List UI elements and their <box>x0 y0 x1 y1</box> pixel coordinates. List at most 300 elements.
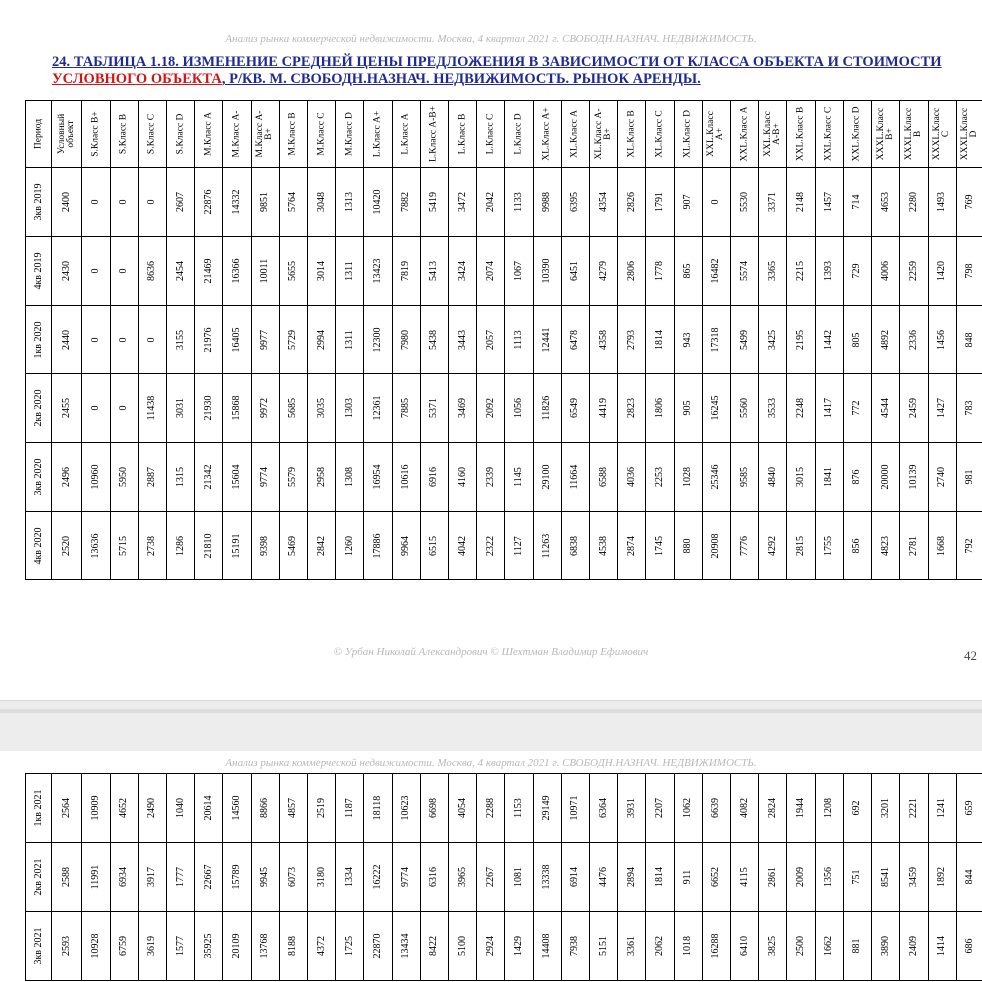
cell-value: 1334 <box>343 867 355 887</box>
header-label: XXL.Класс D <box>851 106 862 162</box>
price-cell <box>195 912 223 981</box>
period-cell <box>26 237 52 306</box>
price-cell <box>928 168 956 237</box>
price-cell <box>787 168 815 237</box>
cell-value: 2336 <box>907 329 919 350</box>
price-cell <box>702 237 730 306</box>
price-cell <box>195 374 223 443</box>
price-cell <box>928 774 956 843</box>
header-label: L.Класс A+ <box>372 110 383 158</box>
price-cell <box>561 237 589 306</box>
cell-value: 4042 <box>456 535 468 556</box>
price-cell <box>843 443 871 512</box>
price-cell <box>392 512 420 580</box>
cell-value: 2248 <box>795 398 807 418</box>
header-cell <box>195 101 223 168</box>
table-row <box>26 774 982 843</box>
cell-value: 16245 <box>710 395 722 421</box>
price-cell <box>138 774 166 843</box>
cell-value: 1018 <box>682 936 694 956</box>
cell-value: 6395 <box>569 192 581 212</box>
price-cell <box>251 168 279 237</box>
price-cell <box>138 237 166 306</box>
cell-value: 2092 <box>484 398 496 418</box>
price-cell <box>223 237 251 306</box>
cell-value: 12441 <box>541 327 553 352</box>
header-cell <box>646 101 674 168</box>
cell-value: 865 <box>682 263 694 279</box>
cell-value: 10971 <box>569 795 581 821</box>
cell-value: 21342 <box>202 464 214 490</box>
price-cell <box>702 306 730 374</box>
cell-value: 10928 <box>90 933 101 959</box>
price-cell <box>900 912 928 981</box>
cell-value: 9851 <box>259 192 271 212</box>
cell-value: 4892 <box>879 329 891 350</box>
header-cell <box>674 101 702 168</box>
cell-value: 29100 <box>541 464 553 490</box>
cell-value: 11263 <box>541 533 553 558</box>
price-cell <box>449 237 477 306</box>
header-label: XXL.Класс B <box>795 106 806 162</box>
cell-value: 2430 <box>60 261 72 281</box>
cell-value: 0 <box>90 337 101 342</box>
price-cell <box>815 443 843 512</box>
cell-value: 0 <box>118 199 130 205</box>
price-cell <box>731 168 759 237</box>
price-cell <box>167 306 195 374</box>
cell-value: 4160 <box>456 467 468 487</box>
price-cell <box>505 512 533 580</box>
cell-value: 5419 <box>428 192 440 212</box>
cell-value: 16366 <box>231 258 243 284</box>
price-cell <box>279 374 307 443</box>
price-cell <box>279 774 307 843</box>
price-cell <box>52 443 82 512</box>
price-cell <box>392 237 420 306</box>
price-cell <box>561 912 589 981</box>
price-cell <box>702 774 730 843</box>
cell-value: 905 <box>682 400 694 416</box>
title-highlight[interactable]: УСЛОВНОГО ОБЪЕКТА <box>52 71 222 87</box>
cell-value: 769 <box>964 194 976 210</box>
price-cell <box>251 443 279 512</box>
period-cell <box>26 374 52 443</box>
cell-value: 1303 <box>343 398 355 418</box>
cell-value: 3015 <box>795 467 807 487</box>
cell-value: 1806 <box>654 398 666 418</box>
price-cell <box>900 306 928 374</box>
cell-value: 0 <box>118 405 130 411</box>
price-cell <box>872 774 900 843</box>
price-cell <box>364 843 392 912</box>
header-label: M.Класс A-B+ <box>255 110 275 158</box>
price-cell <box>223 843 251 912</box>
price-cell <box>618 168 646 237</box>
price-cell <box>477 237 505 306</box>
cell-value: 1311 <box>343 261 355 281</box>
cell-value: 13338 <box>541 864 553 890</box>
price-cell <box>392 774 420 843</box>
header-cell <box>167 101 195 168</box>
cell-value: 8636 <box>146 261 158 281</box>
price-cell <box>646 912 674 981</box>
header-cell <box>82 101 110 168</box>
price-cell <box>336 374 364 443</box>
header-cell <box>872 101 900 168</box>
price-cell <box>138 443 166 512</box>
price-cell <box>110 168 138 237</box>
price-cell <box>843 512 871 580</box>
cell-value: 5655 <box>287 261 299 281</box>
period-cell <box>26 168 52 237</box>
cell-value: 13434 <box>400 933 412 959</box>
cell-value: 1457 <box>823 192 835 212</box>
header-cell <box>956 101 982 168</box>
cell-value: 2490 <box>146 798 158 818</box>
price-cell <box>251 374 279 443</box>
header-cell <box>900 101 928 168</box>
cell-value: 2564 <box>60 798 72 818</box>
price-cell <box>82 912 110 981</box>
cell-value: 9774 <box>259 467 271 487</box>
price-cell <box>167 237 195 306</box>
cell-value: 3кв 2020 <box>32 458 44 496</box>
cell-value: 3048 <box>315 192 327 212</box>
cell-value: 0 <box>118 337 130 342</box>
cell-value: 5499 <box>738 329 750 350</box>
price-cell <box>308 843 336 912</box>
price-cell <box>618 912 646 981</box>
cell-value: 3619 <box>146 936 158 956</box>
price-cell <box>110 374 138 443</box>
cell-value: 4036 <box>625 467 637 487</box>
price-cell <box>279 306 307 374</box>
cell-value: 6698 <box>428 798 440 818</box>
cell-value: 22876 <box>202 189 214 215</box>
price-cell <box>618 306 646 374</box>
price-cell <box>110 912 138 981</box>
price-cell <box>364 912 392 981</box>
price-cell <box>392 912 420 981</box>
price-cell <box>364 168 392 237</box>
price-cell <box>759 237 787 306</box>
price-cell <box>138 512 166 580</box>
header-label: S.Класс C <box>146 113 157 155</box>
price-cell <box>110 237 138 306</box>
price-cell <box>167 774 195 843</box>
cell-value: 2148 <box>795 192 807 212</box>
header-cell <box>787 101 815 168</box>
price-cell <box>138 374 166 443</box>
price-cell <box>533 443 561 512</box>
cell-value: 686 <box>964 938 976 954</box>
price-cell <box>872 237 900 306</box>
cell-value: 3469 <box>456 398 468 418</box>
cell-value: 14560 <box>231 795 243 821</box>
cell-value: 1286 <box>174 535 186 556</box>
cell-value: 15191 <box>231 533 243 558</box>
cell-value: 714 <box>851 194 863 210</box>
cell-value: 2793 <box>625 329 637 350</box>
cell-value: 5950 <box>118 467 130 487</box>
cell-value: 10623 <box>400 795 412 821</box>
price-cell <box>787 306 815 374</box>
cell-value: 4279 <box>597 261 609 281</box>
cell-value: 5530 <box>738 192 750 212</box>
cell-value: 17886 <box>372 533 384 558</box>
header-label: XXL.Класс C <box>823 106 834 162</box>
price-cell <box>787 443 815 512</box>
price-cell <box>956 237 982 306</box>
cell-value: 6410 <box>738 936 750 956</box>
cell-value: 7938 <box>569 936 581 956</box>
price-cell <box>674 912 702 981</box>
price-cell <box>759 774 787 843</box>
period-cell <box>26 443 52 512</box>
price-cell <box>279 843 307 912</box>
price-cell <box>477 443 505 512</box>
header-label: XL.Класс A <box>569 110 580 159</box>
price-cell <box>223 912 251 981</box>
price-cell <box>533 774 561 843</box>
price-cell <box>731 237 759 306</box>
table-row <box>26 443 982 512</box>
price-cell <box>308 912 336 981</box>
cell-value: 2кв 2020 <box>32 389 44 427</box>
price-cell <box>843 774 871 843</box>
cell-value: 2288 <box>484 798 496 818</box>
cell-value: 1393 <box>823 261 835 281</box>
cell-value: 22870 <box>372 933 384 959</box>
cell-value: 21976 <box>202 327 214 352</box>
cell-value: 4372 <box>315 936 327 956</box>
price-cell <box>308 512 336 580</box>
price-cell <box>52 512 82 580</box>
price-cell <box>195 306 223 374</box>
price-cell <box>900 237 928 306</box>
price-cell <box>731 512 759 580</box>
cell-value: 1356 <box>823 867 835 887</box>
price-cell <box>420 237 448 306</box>
price-cell <box>843 912 871 981</box>
cell-value: 1081 <box>513 867 525 887</box>
price-cell <box>336 912 364 981</box>
price-cell <box>787 843 815 912</box>
cell-value: 10420 <box>372 189 384 215</box>
price-cell <box>787 512 815 580</box>
cell-value: 5685 <box>287 398 299 418</box>
cell-value: 2459 <box>907 398 919 418</box>
price-cell <box>336 168 364 237</box>
price-cell <box>449 512 477 580</box>
price-cell <box>815 912 843 981</box>
price-cell <box>167 843 195 912</box>
price-cell <box>787 237 815 306</box>
price-cell <box>477 374 505 443</box>
cell-value: 6588 <box>597 467 609 487</box>
header-cell <box>364 101 392 168</box>
price-cell <box>167 443 195 512</box>
price-cell <box>674 774 702 843</box>
cell-value: 2823 <box>625 398 637 418</box>
cell-value: 1062 <box>682 798 694 818</box>
cell-value: 1153 <box>513 798 525 818</box>
title-part-1[interactable]: ТАБЛИЦА 1.18. ИЗМЕНЕНИЕ СРЕДНЕЙ ЦЕНЫ ПРЕДЛОЖЕНИЯ В ЗАВИСИМОСТИ ОТ КЛАССА ОБЪЕКТА И СТОИМОСТИ <box>73 54 942 70</box>
cell-value: 1145 <box>513 467 525 487</box>
price-cell <box>52 306 82 374</box>
cell-value: 1311 <box>343 329 355 350</box>
price-cell <box>872 168 900 237</box>
cell-value: 3931 <box>625 798 637 818</box>
price-cell <box>590 374 618 443</box>
cell-value: 35925 <box>202 933 214 959</box>
cell-value: 3472 <box>456 192 468 212</box>
period-cell <box>26 774 52 843</box>
price-cell <box>533 306 561 374</box>
header-label: S.Класс D <box>175 113 186 155</box>
price-cell <box>561 168 589 237</box>
price-cell <box>815 774 843 843</box>
price-cell <box>392 374 420 443</box>
title-part-2[interactable]: , Р/КВ. М. СВОБОДН.НАЗНАЧ. НЕДВИЖИМОСТЬ. РЫНОК АРЕНДЫ. <box>221 71 701 87</box>
cell-value: 20109 <box>231 933 243 959</box>
cell-value: 6639 <box>710 798 722 818</box>
price-cell <box>477 512 505 580</box>
cell-value: 4823 <box>879 535 891 556</box>
price-cell <box>420 774 448 843</box>
cell-value: 11991 <box>90 864 101 890</box>
header-label: XXL.Класс A-B+ <box>762 111 782 157</box>
cell-value: 2781 <box>907 535 919 556</box>
document-page-2 <box>0 751 982 982</box>
price-cell <box>872 443 900 512</box>
price-cell <box>731 374 759 443</box>
cell-value: 4кв 2020 <box>32 526 44 565</box>
cell-value: 2074 <box>484 261 496 281</box>
cell-value: 6652 <box>710 867 722 887</box>
cell-value: 1113 <box>513 329 525 350</box>
price-cell <box>646 843 674 912</box>
cell-value: 5469 <box>287 535 299 556</box>
cell-value: 5371 <box>428 398 440 418</box>
price-cell <box>731 912 759 981</box>
price-cell <box>477 912 505 981</box>
cell-value: 2057 <box>484 329 496 350</box>
price-cell <box>336 237 364 306</box>
cell-value: 3кв 2021 <box>32 927 44 965</box>
cell-value: 0 <box>146 199 158 205</box>
cell-value: 4358 <box>597 329 609 350</box>
price-cell <box>364 306 392 374</box>
price-cell <box>731 843 759 912</box>
header-label: Условный объект <box>56 113 76 155</box>
price-cell <box>308 168 336 237</box>
cell-value: 15789 <box>231 864 243 890</box>
cell-value: 17318 <box>710 327 722 352</box>
header-label: L.Класс B <box>457 113 468 155</box>
cell-value: 1кв 2021 <box>32 789 44 827</box>
cell-value: 2259 <box>907 261 919 281</box>
price-cell <box>52 843 82 912</box>
cell-value: 9398 <box>259 535 271 556</box>
cell-value: 3кв 2019 <box>32 183 44 221</box>
cell-value: 2815 <box>795 535 807 556</box>
price-cell <box>364 512 392 580</box>
price-cell <box>223 512 251 580</box>
cell-value: 881 <box>851 938 863 954</box>
cell-value: 2267 <box>484 867 496 887</box>
cell-value: 4006 <box>879 261 891 281</box>
price-cell <box>477 168 505 237</box>
cell-value: 981 <box>964 469 976 485</box>
cell-value: 3459 <box>907 867 919 887</box>
price-cell <box>505 306 533 374</box>
cell-value: 9977 <box>259 329 271 350</box>
price-cell <box>110 443 138 512</box>
price-cell <box>82 306 110 374</box>
cell-value: 911 <box>682 869 694 885</box>
price-cell <box>52 912 82 981</box>
price-cell <box>251 774 279 843</box>
cell-value: 2454 <box>174 261 186 281</box>
header-cell <box>843 101 871 168</box>
price-cell <box>533 843 561 912</box>
price-cell <box>590 237 618 306</box>
price-cell <box>195 843 223 912</box>
cell-value: 2740 <box>936 467 948 487</box>
cell-value: 6478 <box>569 329 581 350</box>
price-cell <box>82 168 110 237</box>
cell-value: 1417 <box>823 398 835 418</box>
cell-value: 659 <box>964 800 976 816</box>
header-label: L.Класс C <box>485 113 496 155</box>
header-cell <box>449 101 477 168</box>
cell-value: 4544 <box>879 398 891 418</box>
price-cell <box>251 512 279 580</box>
period-cell <box>26 912 52 981</box>
cell-value: 25346 <box>710 464 722 490</box>
cell-value: 876 <box>851 469 863 485</box>
cell-value: 6914 <box>569 867 581 887</box>
price-cell <box>843 843 871 912</box>
cell-value: 2861 <box>766 867 778 887</box>
price-cell <box>420 912 448 981</box>
price-cell <box>590 774 618 843</box>
price-cell <box>787 774 815 843</box>
header-label: M.Класс A <box>203 112 214 156</box>
header-label: S.Класс B+ <box>90 111 101 157</box>
cell-value: 1791 <box>654 192 666 212</box>
price-cell <box>477 306 505 374</box>
price-cell <box>251 306 279 374</box>
price-cell <box>900 443 928 512</box>
cell-value: 16405 <box>231 327 243 352</box>
price-cell <box>505 168 533 237</box>
cell-value: 1127 <box>513 535 525 556</box>
price-cell <box>759 912 787 981</box>
cell-value: 10616 <box>400 464 412 490</box>
cell-value: 7776 <box>738 535 750 556</box>
price-cell <box>505 443 533 512</box>
cell-value: 2215 <box>795 261 807 281</box>
cell-value: 7882 <box>400 192 412 212</box>
header-cell <box>308 101 336 168</box>
price-cell <box>843 374 871 443</box>
cell-value: 9945 <box>259 867 271 887</box>
price-cell <box>843 168 871 237</box>
price-cell <box>533 237 561 306</box>
